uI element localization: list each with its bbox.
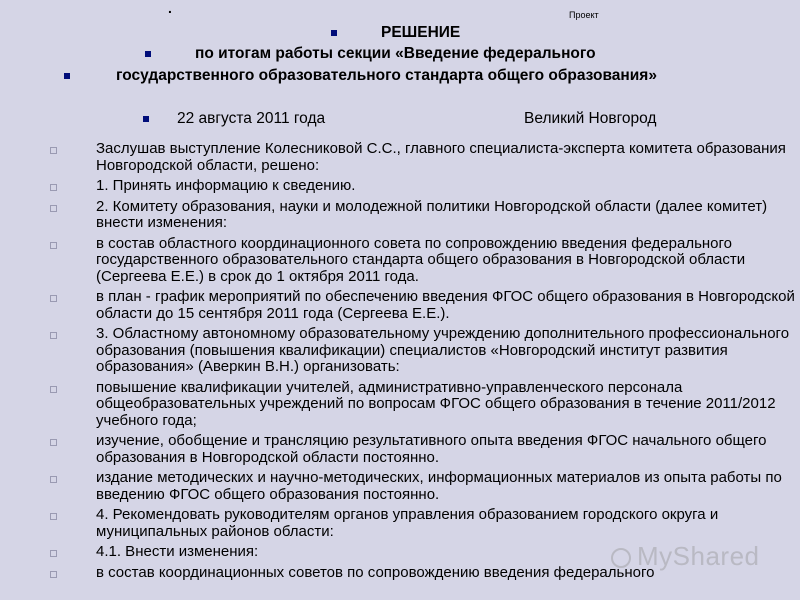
list-item-text: Заслушав выступление Колесниковой С.С., главного специалиста-эксперта комитета образования Новгородской области, решено: xyxy=(96,140,786,174)
list-item-text: в состав координационных советов по сопровождению введения федерального xyxy=(96,563,655,581)
decision-list xyxy=(50,141,800,585)
decision-subtitle-line2-text: государственного образовательного стандарта общего образования» xyxy=(116,67,657,84)
list-item xyxy=(50,470,800,503)
decision-subtitle-line2 xyxy=(116,67,657,85)
list-item-text: 3. Областному автономному образовательному учреждению дополнительного профессионального образования (повышения квалификации) специалистов «Новгородский институт развития образования» (Аверкин В.Н.) организовать: xyxy=(96,325,790,375)
top-dot: . xyxy=(168,0,172,16)
list-item xyxy=(50,433,800,466)
list-item xyxy=(50,178,800,195)
list-item-text: 4.1. Внести изменения: xyxy=(96,543,259,560)
bullet-square-icon xyxy=(64,73,70,79)
bullet-square-icon xyxy=(145,51,151,57)
list-bullet-icon xyxy=(50,513,57,520)
list-item-text: 2. Комитету образования, науки и молодежной политики Новгородской области (далее комитет) внести изменения: xyxy=(96,197,768,231)
list-bullet-icon xyxy=(50,242,57,249)
bullet-square-icon xyxy=(143,116,149,122)
decision-subtitle-line1 xyxy=(195,45,596,63)
bullet-square-icon xyxy=(331,30,337,36)
meeting-date: 22 августа 2011 года xyxy=(177,110,326,127)
list-item xyxy=(50,507,800,540)
project-label: Проект xyxy=(569,10,599,20)
list-item-text: повышение квалификации учителей, административно-управленческого персонала общеобразовательных учреждений по вопросам ФГОС общего образования в течение 2011/2012 учебного года; xyxy=(96,378,776,429)
list-bullet-icon xyxy=(50,476,57,483)
watermark xyxy=(611,541,760,572)
list-item-text: изучение, обобщение и трансляцию результативного опыта введения ФГОС начального общего образования в Новгородской области постоянно. xyxy=(96,432,767,466)
list-bullet-icon xyxy=(50,386,57,393)
list-item xyxy=(50,236,800,286)
list-item xyxy=(50,326,800,376)
list-item xyxy=(50,141,800,174)
city-line xyxy=(524,110,656,128)
decision-title xyxy=(381,24,460,42)
list-bullet-icon xyxy=(50,184,57,191)
list-bullet-icon xyxy=(50,205,57,212)
list-item-text: 4. Рекомендовать руководителям органов управления образованием городского округа и муниципальных районов области: xyxy=(96,506,719,540)
list-item-text: издание методических и научно-методических, информационных материалов из опыта работы по введению ФГОС общего образования постоянно. xyxy=(96,469,782,503)
list-item xyxy=(50,199,800,232)
meeting-city: Великий Новгород xyxy=(524,110,657,127)
list-item xyxy=(50,289,800,322)
list-bullet-icon xyxy=(50,439,57,446)
date-line xyxy=(177,110,325,128)
list-bullet-icon xyxy=(50,147,57,154)
list-item-text: 1. Принять информацию к сведению. xyxy=(96,177,356,194)
decision-title-text: РЕШЕНИЕ xyxy=(381,24,461,41)
list-item xyxy=(50,380,800,430)
watermark-text: MyShared xyxy=(637,541,760,571)
list-bullet-icon xyxy=(50,571,57,578)
list-item-text: в план - график мероприятий по обеспечению введения ФГОС общего образования в Новгородской области до 15 сентября 2011 года (Сергеева Е.Е.). xyxy=(96,288,795,322)
list-bullet-icon xyxy=(50,550,57,557)
decision-subtitle-line1-text: по итогам работы секции «Введение федерального xyxy=(195,45,596,62)
list-bullet-icon xyxy=(50,332,57,339)
list-bullet-icon xyxy=(50,295,57,302)
watermark-logo-icon xyxy=(611,548,631,568)
list-item-text: в состав областного координационного совета по сопровождению введения федерального государственного образовательного стандарта общего образования в Новгородской области (Сергеева Е.Е.) в срок до 1 октября 2011 года. xyxy=(96,234,746,285)
